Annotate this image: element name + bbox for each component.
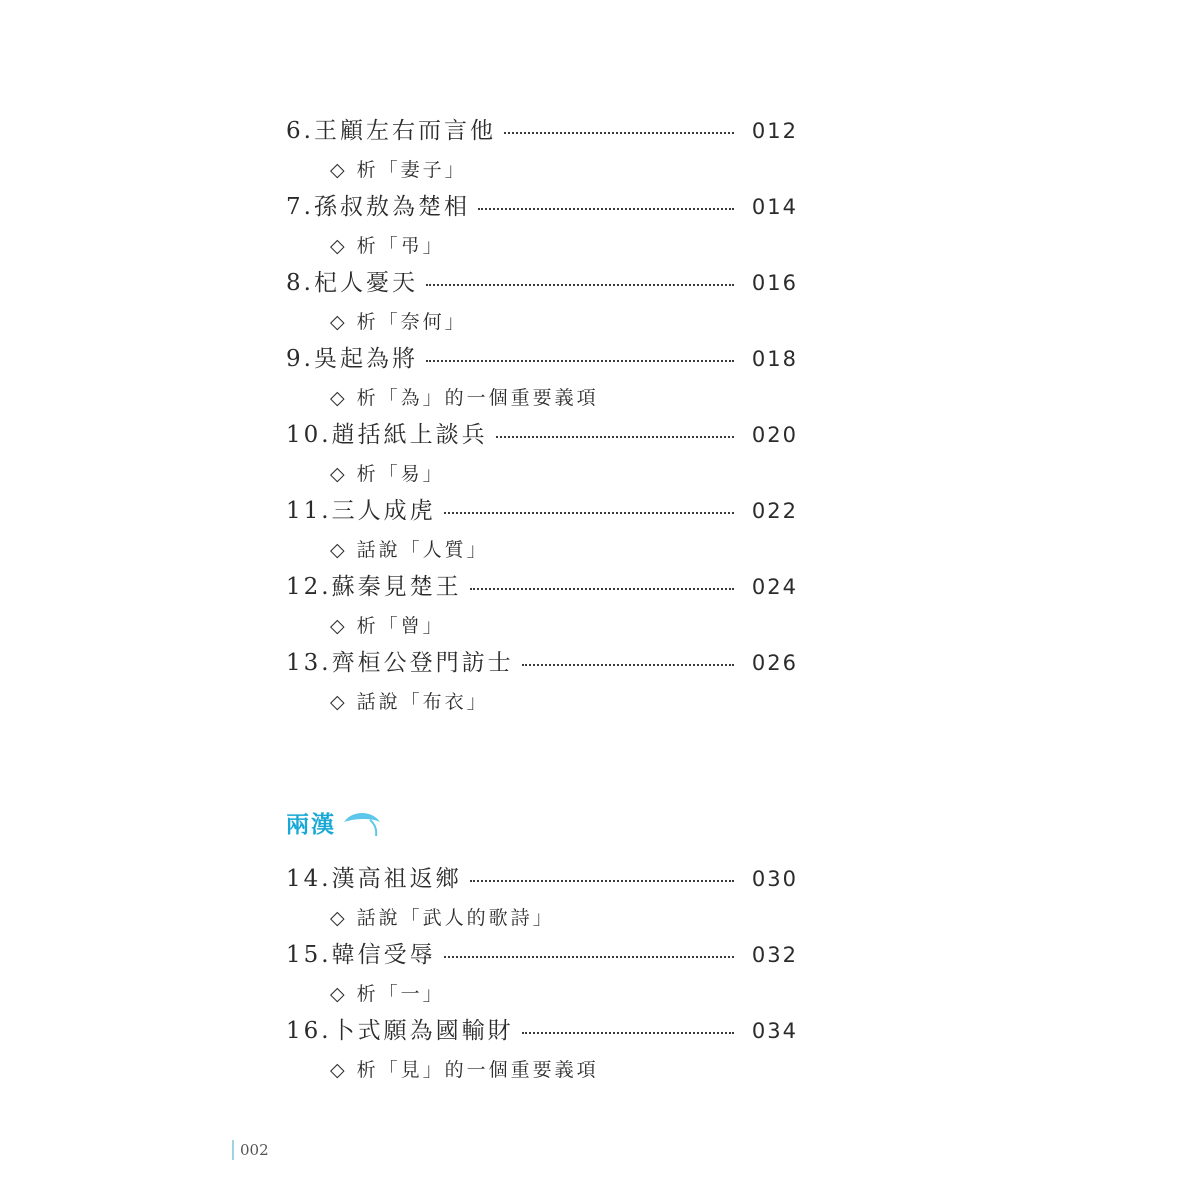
- dot-leader: [444, 938, 734, 962]
- toc-sub-entry: ◇ 析「曾」: [330, 615, 445, 637]
- toc-entry[interactable]: [286, 1012, 798, 1052]
- leaf-icon: [342, 808, 382, 838]
- toc-entry-page: 020: [751, 423, 798, 447]
- dot-leader: [496, 418, 734, 442]
- dot-leader: [470, 862, 734, 886]
- toc-entry[interactable]: [286, 936, 798, 976]
- toc-entry[interactable]: [286, 264, 798, 304]
- toc-sub-entry: ◇ 析「奈何」: [330, 311, 467, 333]
- dot-leader: [426, 266, 734, 290]
- toc-entry[interactable]: [286, 492, 798, 532]
- section-heading: [286, 806, 382, 839]
- toc-entry[interactable]: [286, 112, 798, 152]
- toc-sub-entry: ◇ 析「易」: [330, 463, 445, 485]
- toc-sub-entry: ◇ 話說「武人的歌詩」: [330, 907, 555, 929]
- toc-sub-entry: ◇ 析「為」的一個重要義項: [330, 387, 599, 409]
- toc-sub-entry: ◇ 析「弔」: [330, 235, 445, 257]
- toc-entry[interactable]: [286, 340, 798, 380]
- toc-sub-entry: ◇ 話說「人質」: [330, 539, 489, 561]
- toc-entry-page: 012: [751, 119, 798, 143]
- toc-entry-title: 14.漢高祖返鄉: [286, 866, 462, 892]
- toc-entry-title: 8.杞人憂天: [286, 270, 418, 296]
- toc-entry-page: 034: [751, 1019, 798, 1043]
- toc-sub-entry: ◇ 析「妻子」: [330, 159, 467, 181]
- toc-entry-page: 022: [751, 499, 798, 523]
- page-number: [232, 1140, 269, 1160]
- toc-entry-page: 024: [751, 575, 798, 599]
- toc-entry-page: 014: [751, 195, 798, 219]
- toc-entry[interactable]: [286, 188, 798, 228]
- dot-leader: [444, 494, 734, 518]
- toc-entry-title: 15.韓信受辱: [286, 942, 436, 968]
- dot-leader: [426, 342, 734, 366]
- toc-entry-title: 10.趙括紙上談兵: [286, 422, 488, 448]
- toc-entry-title: 13.齊桓公登門訪士: [286, 650, 514, 676]
- toc-sub-entry: ◇ 話說「布衣」: [330, 691, 489, 713]
- folio-bar: [232, 1140, 234, 1160]
- toc-entry-title: 6.王顧左右而言他: [286, 118, 496, 144]
- dot-leader: [478, 190, 734, 214]
- toc-sub-entry: ◇ 析「一」: [330, 983, 445, 1005]
- toc-entry[interactable]: [286, 860, 798, 900]
- toc-entry[interactable]: [286, 416, 798, 456]
- toc-entry[interactable]: [286, 568, 798, 608]
- toc-entry-page: 030: [751, 867, 798, 891]
- toc-group-1: [286, 112, 798, 720]
- dot-leader: [522, 646, 734, 670]
- dot-leader: [470, 570, 734, 594]
- toc-group-2: [286, 860, 798, 1088]
- toc-entry-page: 026: [751, 651, 798, 675]
- toc-sub-entry: ◇ 析「見」的一個重要義項: [330, 1059, 599, 1081]
- page-number-label: 002: [240, 1141, 269, 1159]
- toc-entry-page: 016: [751, 271, 798, 295]
- section-heading-label: 兩漢: [286, 811, 336, 838]
- toc-entry[interactable]: [286, 644, 798, 684]
- toc-entry-title: 9.吳起為將: [286, 346, 418, 372]
- toc-entry-page: 032: [751, 943, 798, 967]
- toc-entry-title: 16.卜式願為國輸財: [286, 1018, 514, 1044]
- dot-leader: [522, 1014, 734, 1038]
- dot-leader: [504, 114, 734, 138]
- toc-entry-title: 11.三人成虎: [286, 498, 436, 524]
- toc-entry-title: 7.孫叔敖為楚相: [286, 194, 470, 220]
- toc-entry-page: 018: [751, 347, 798, 371]
- toc-entry-title: 12.蘇秦見楚王: [286, 574, 462, 600]
